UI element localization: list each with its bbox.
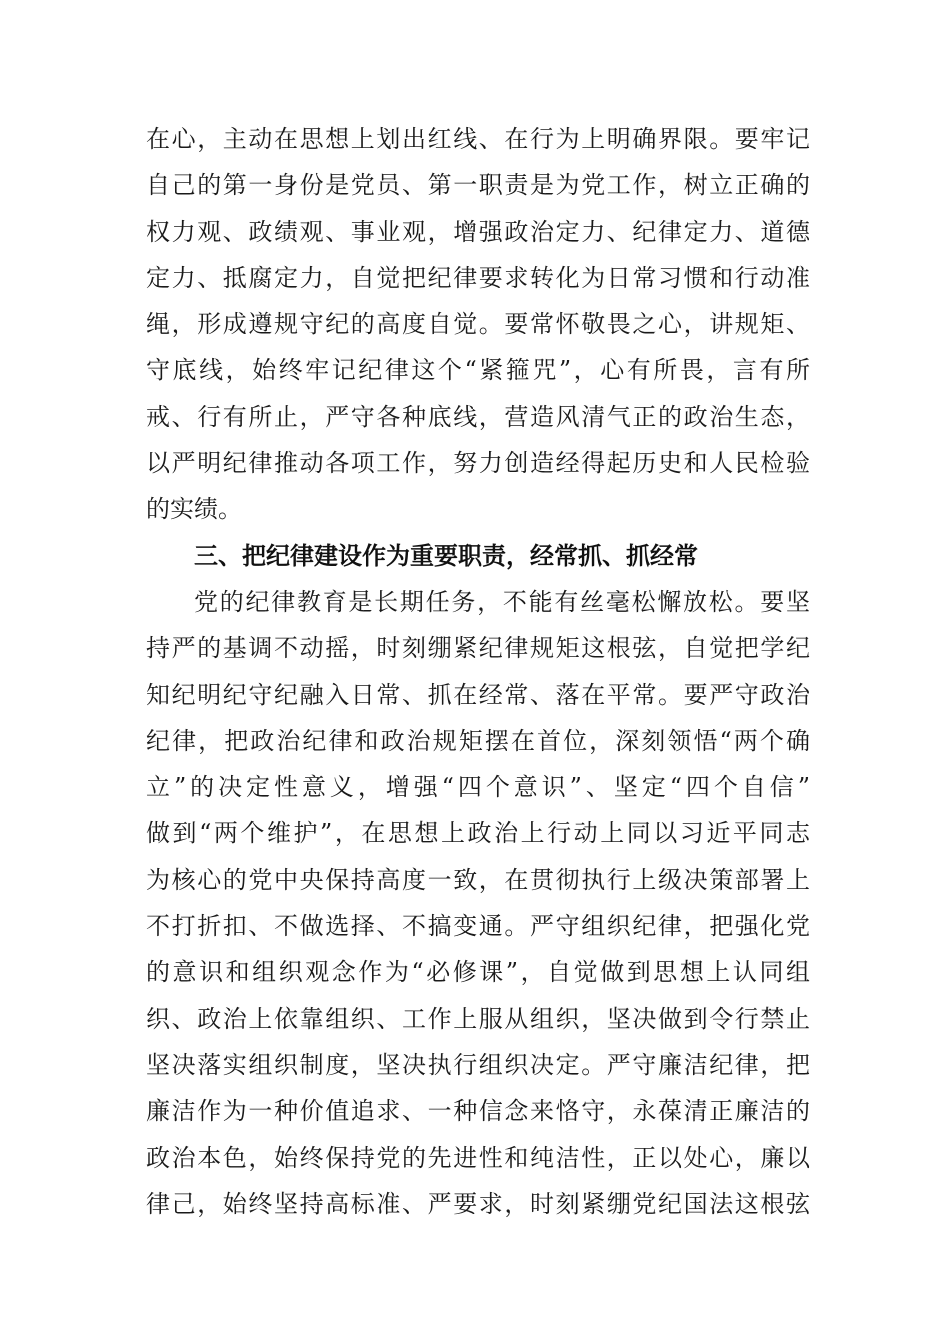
text-line: 的意识和组织观念作为“必修课”，自觉做到思想上认同组 [146,958,810,987]
text-line: 定力、抵腐定力，自觉把纪律要求转化为日常习惯和行动准 [146,263,810,292]
text-line: 以严明纪律推动各项工作，努力创造经得起历史和人民检验 [146,449,810,478]
text-line: 守底线，始终牢记纪律这个“紧箍咒”，心有所畏，言有所 [146,356,810,385]
text-line: 政治本色，始终保持党的先进性和纯洁性，正以处心，廉以 [146,1143,810,1172]
text-line: 绳，形成遵规守纪的高度自觉。要常怀敬畏之心，讲规矩、 [146,310,810,339]
text-line: 坚决落实组织制度，坚决执行组织决定。严守廉洁纪律，把 [146,1050,810,1079]
text-line: 的实绩。 [146,495,242,524]
text-line: 知纪明纪守纪融入日常、抓在经常、落在平常。要严守政治 [146,680,810,709]
text-line: 纪律，把政治纪律和政治规矩摆在首位，深刻领悟“两个确 [146,726,810,755]
text-line: 律己，始终坚持高标准、严要求，时刻紧绷党纪国法这根弦 [146,1189,810,1218]
text-line: 为核心的党中央保持高度一致，在贯彻执行上级决策部署上 [146,865,810,894]
paragraph-1 [146,116,810,533]
section-heading: 三、把纪律建设作为重要职责，经常抓、抓经常 [194,541,698,570]
text-line: 戒、行有所止，严守各种底线，营造风清气正的政治生态， [146,402,810,431]
document-page [146,116,810,1227]
text-line: 权力观、政绩观、事业观，增强政治定力、纪律定力、道德 [146,217,810,246]
text-line: 织、政治上依靠组织、工作上服从组织，坚决做到令行禁止 [146,1004,810,1033]
text-line: 自己的第一身份是党员、第一职责是为党工作，树立正确的 [146,171,810,200]
text-line: 不打折扣、不做选择、不搞变通。严守组织纪律，把强化党 [146,912,810,941]
paragraph-2 [146,579,810,1227]
text-line: 做到“两个维护”，在思想上政治上行动上同以习近平同志 [146,819,810,848]
text-line: 在心，主动在思想上划出红线、在行为上明确界限。要牢记 [146,125,810,153]
text-line: 立”的决定性意义，增强“四个意识”、坚定“四个自信” [146,773,810,802]
text-line: 党的纪律教育是长期任务，不能有丝毫松懈放松。要坚 [194,587,810,616]
text-line: 廉洁作为一种价值追求、一种信念来恪守，永葆清正廉洁的 [146,1097,810,1126]
text-line: 持严的基调不动摇，时刻绷紧纪律规矩这根弦，自觉把学纪 [146,634,810,663]
